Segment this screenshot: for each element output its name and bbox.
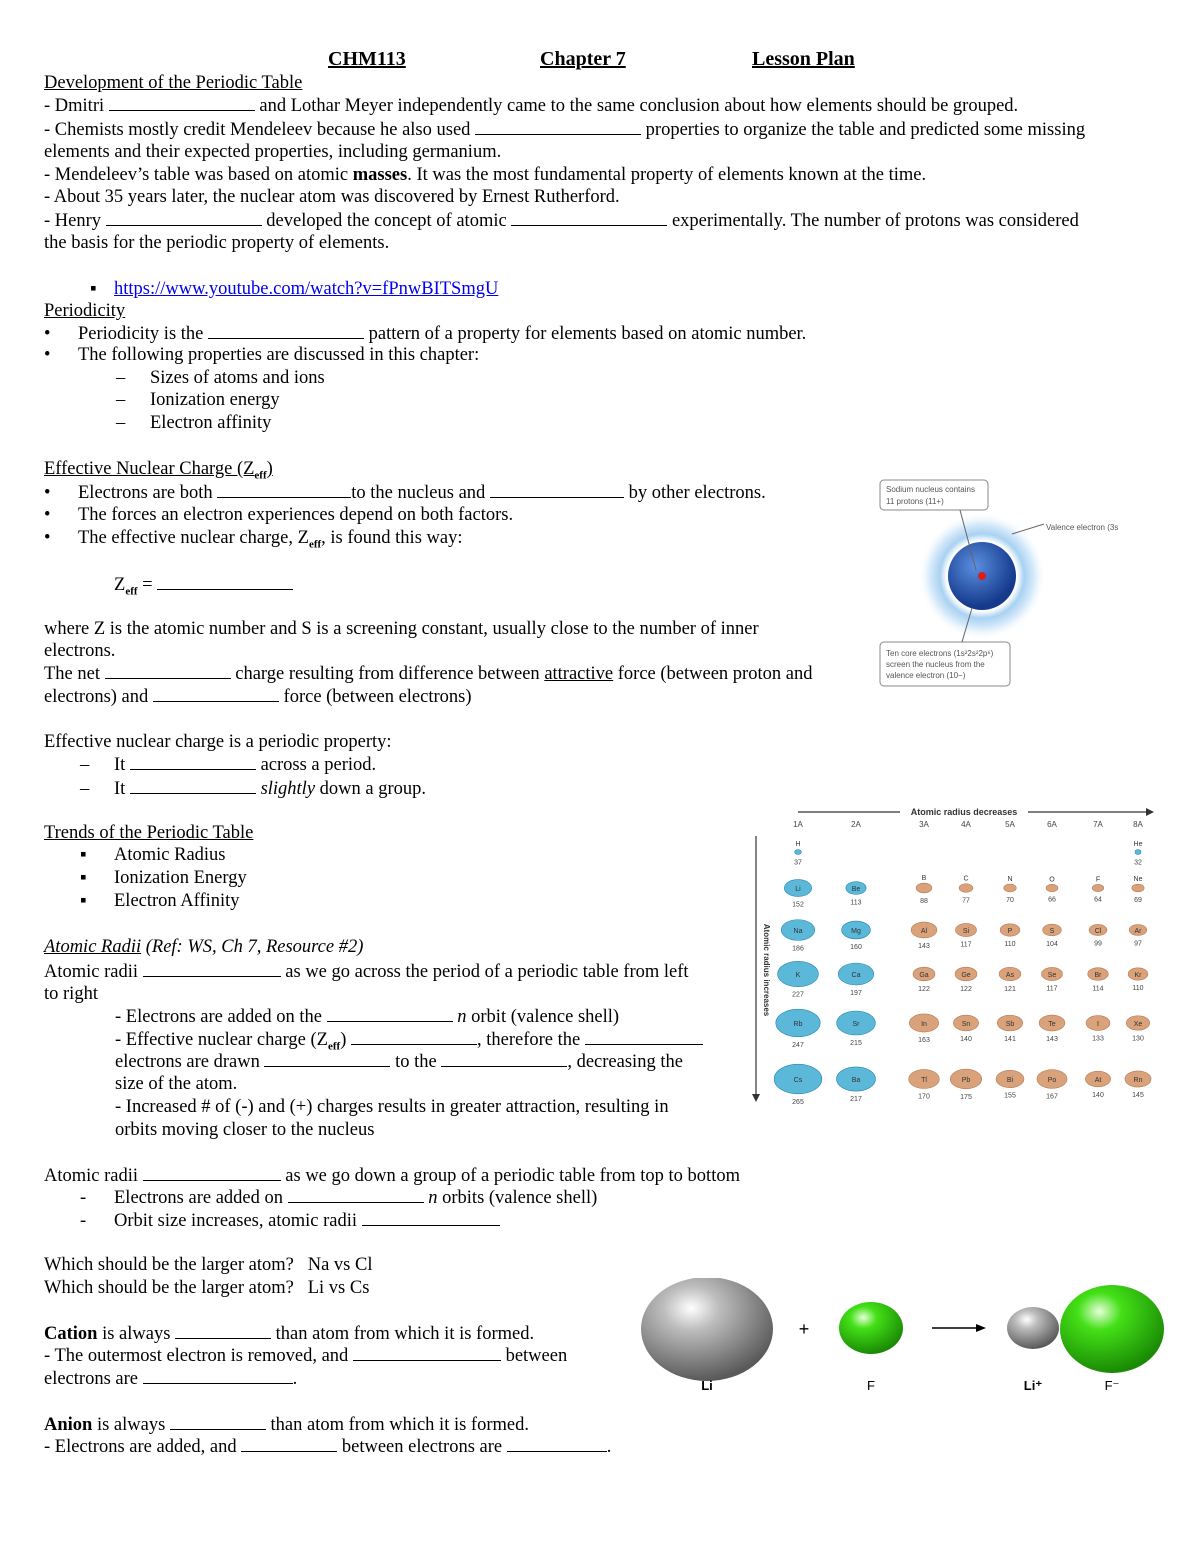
text: than atom from which it is formed. xyxy=(275,1324,535,1344)
zeff-where-2: electrons. xyxy=(44,641,116,661)
zeff-equation xyxy=(114,573,293,603)
dev-line-7: the basis for the periodic property of elements. xyxy=(44,233,390,253)
radius-value: 110 xyxy=(1132,985,1144,993)
chapter-title: Chapter 7 xyxy=(540,48,626,70)
bullet: ▪ xyxy=(90,279,97,299)
text: n xyxy=(457,1007,467,1027)
atom-sphere xyxy=(1004,884,1017,892)
dev-line-1 xyxy=(44,94,1018,117)
element-symbol: Ne xyxy=(1133,876,1143,884)
atom-sphere xyxy=(1092,884,1104,891)
text: electrons are drawn xyxy=(115,1052,260,1072)
answer-blank[interactable] xyxy=(353,1344,501,1361)
text: slightly xyxy=(260,779,316,799)
text: . It was the most fundamental property of elements known at the time. xyxy=(407,165,927,185)
element-symbol: Cl xyxy=(1094,928,1102,935)
trend-item xyxy=(80,867,247,889)
answer-blank[interactable] xyxy=(157,573,293,590)
subscript: eff xyxy=(308,538,322,551)
text: as we go down a group of a periodic table from top to bottom xyxy=(285,1166,740,1186)
answer-blank[interactable] xyxy=(143,1367,293,1384)
text: attractive xyxy=(544,664,614,684)
text: , decreasing the xyxy=(567,1052,683,1072)
answer-blank[interactable] xyxy=(217,481,351,498)
zeff-bullet-1 xyxy=(44,481,766,504)
text: by other electrons. xyxy=(628,483,766,503)
text: electrons are xyxy=(44,1369,138,1389)
radius-value: 265 xyxy=(792,1098,804,1106)
f-ion-label: F⁻ xyxy=(1104,1378,1120,1393)
bullet: ▪ xyxy=(80,891,87,911)
element-symbol: Ge xyxy=(961,972,971,979)
radius-value: 122 xyxy=(918,985,930,993)
dash: – xyxy=(80,755,90,775)
text: Electrons are both xyxy=(78,483,213,503)
radii-sub-4: size of the atom. xyxy=(115,1074,238,1094)
video-link[interactable]: https://www.youtube.com/watch?v=fPnwBITSmgU xyxy=(114,279,499,299)
text: ) xyxy=(340,1030,347,1050)
question-1: Which should be the larger atom? Na vs Cl xyxy=(44,1255,373,1275)
group-header: 7A xyxy=(1093,820,1103,829)
radius-value: 77 xyxy=(962,897,970,905)
bullet: • xyxy=(44,483,51,503)
section-heading-development: Development of the Periodic Table xyxy=(44,73,303,93)
element-symbol: N xyxy=(1007,876,1013,884)
text: n xyxy=(428,1188,438,1208)
text: Atomic radii xyxy=(44,962,139,982)
text: than atom from which it is formed. xyxy=(270,1415,529,1435)
group-headers xyxy=(793,820,1143,829)
li-label: Li xyxy=(701,1378,713,1393)
periodicity-bullet-2 xyxy=(44,344,479,366)
text: , is found this way: xyxy=(321,528,463,548)
arrow-head-icon xyxy=(1146,808,1154,816)
group-header: 6A xyxy=(1047,820,1057,829)
text: down a group. xyxy=(315,779,427,799)
radius-value: 160 xyxy=(850,943,862,951)
radius-value: 167 xyxy=(1046,1093,1058,1101)
element-symbol: B xyxy=(921,875,927,883)
radius-value: 247 xyxy=(792,1041,804,1049)
radius-value: 97 xyxy=(1134,940,1142,948)
text: , therefore the xyxy=(476,1030,581,1050)
group-header: 4A xyxy=(961,820,971,829)
text: Atomic Radius xyxy=(114,845,226,865)
element-symbol: F xyxy=(1095,876,1101,884)
answer-blank[interactable] xyxy=(288,1186,424,1203)
dev-line-6 xyxy=(44,209,1079,232)
bullet: ▪ xyxy=(80,845,87,865)
element-symbol: H xyxy=(795,841,801,848)
radii-sub-1 xyxy=(115,1005,619,1028)
text: Ionization Energy xyxy=(114,868,247,888)
atom-sphere xyxy=(795,850,802,855)
element-symbol: Br xyxy=(1094,972,1102,979)
radius-value: 32 xyxy=(1134,859,1142,867)
radius-value: 140 xyxy=(1092,1091,1104,1099)
text: The net xyxy=(44,664,100,684)
element-symbol: I xyxy=(1097,1021,1099,1028)
answer-blank[interactable] xyxy=(106,209,262,226)
text: across a period. xyxy=(260,755,377,775)
answer-blank[interactable] xyxy=(490,481,624,498)
radius-value: 117 xyxy=(960,941,972,949)
anion-line-1 xyxy=(44,1413,529,1436)
term: Anion xyxy=(44,1415,93,1435)
dash: - xyxy=(80,1211,87,1231)
atom-sphere xyxy=(916,883,932,893)
radii-line-2: to right xyxy=(44,984,98,1004)
periodicity-sub-3 xyxy=(116,412,271,434)
text: as we go across the period of a periodic table from left xyxy=(285,962,689,982)
radius-value: 114 xyxy=(1092,985,1104,993)
callout-text: screen the nucleus from the xyxy=(886,660,985,669)
element-symbol: Po xyxy=(1047,1077,1057,1084)
radius-decrease-label: Atomic radius decreases xyxy=(910,807,1018,817)
element-symbol: Ba xyxy=(851,1077,861,1084)
f-label: F xyxy=(867,1378,875,1393)
radius-value: 130 xyxy=(1132,1035,1144,1043)
text: Periodicity is the xyxy=(78,324,204,344)
text: ) xyxy=(266,459,273,479)
radius-value: 121 xyxy=(1004,985,1016,993)
radii-down-3 xyxy=(80,1209,500,1232)
section-heading-trends: Trends of the Periodic Table xyxy=(44,823,254,843)
zeff-group-line xyxy=(80,777,426,800)
text: It xyxy=(114,779,126,799)
answer-blank[interactable] xyxy=(264,1050,390,1067)
periodicity-sub-1 xyxy=(116,367,325,389)
answer-blank[interactable] xyxy=(105,662,231,679)
element-symbol: Al xyxy=(920,928,928,935)
bullet: • xyxy=(44,345,51,365)
text: between xyxy=(505,1346,568,1366)
text: Electron Affinity xyxy=(114,891,240,911)
subscript: eff xyxy=(327,1040,341,1053)
element-symbol: Kr xyxy=(1134,972,1142,979)
dash: – xyxy=(116,413,126,433)
answer-blank[interactable] xyxy=(143,1164,281,1181)
bullet: • xyxy=(44,324,51,344)
atom-sphere xyxy=(1132,884,1144,892)
radius-value: 143 xyxy=(1046,1035,1058,1043)
bullet: • xyxy=(44,528,51,548)
element-symbol: Cs xyxy=(793,1077,803,1084)
radius-value: 215 xyxy=(850,1039,862,1047)
nucleus xyxy=(978,572,986,580)
periodicity-sub-2 xyxy=(116,389,280,411)
text: is always xyxy=(92,1415,166,1435)
text: Orbit size increases, atomic radii xyxy=(114,1211,357,1231)
radius-increase-label: Atomic radius increases xyxy=(762,923,771,1017)
group-header: 3A xyxy=(919,820,929,829)
text: Sizes of atoms and ions xyxy=(150,368,325,388)
subscript: eff xyxy=(125,585,138,598)
atom-grid xyxy=(774,841,1151,1106)
lithium-atom xyxy=(641,1278,773,1381)
text: Electrons are added on xyxy=(114,1188,283,1208)
text: - Electrons are added on the xyxy=(115,1007,323,1027)
radius-value: 170 xyxy=(918,1093,930,1101)
element-symbol: S xyxy=(1049,928,1055,935)
text: - Chemists mostly credit Mendeleev because he also used xyxy=(44,120,471,140)
text: - The outermost electron is removed, and xyxy=(44,1346,349,1366)
question-2: Which should be the larger atom? Li vs Cs xyxy=(44,1278,370,1298)
element-symbol: Be xyxy=(851,886,861,893)
text: orbits (valence shell) xyxy=(437,1188,598,1208)
element-symbol: Si xyxy=(962,928,970,935)
element-symbol: C xyxy=(963,875,969,883)
element-symbol: Mg xyxy=(851,928,861,935)
atom-sphere xyxy=(1046,884,1058,891)
text: The effective nuclear charge, Z xyxy=(78,528,309,548)
zeff-periodic: Effective nuclear charge is a periodic property: xyxy=(44,732,392,752)
element-symbol: Rn xyxy=(1133,1077,1143,1084)
zeff-net-2 xyxy=(44,685,472,708)
text: Ionization energy xyxy=(150,390,280,410)
text: . xyxy=(606,1437,612,1457)
callout-text: valence electron (10−) xyxy=(886,671,966,680)
radius-value: 197 xyxy=(850,989,862,997)
radius-value: 133 xyxy=(1092,1035,1104,1043)
dash: – xyxy=(116,368,126,388)
radius-value: 99 xyxy=(1094,940,1102,948)
periodicity-bullet-1 xyxy=(44,322,806,345)
group-header: 2A xyxy=(851,820,861,829)
answer-blank[interactable] xyxy=(175,1322,271,1339)
answer-blank[interactable] xyxy=(170,1413,266,1430)
text: (Ref: WS, Ch 7, Resource #2) xyxy=(141,937,364,957)
section-heading-radii xyxy=(44,936,363,958)
text: - Effective nuclear charge (Z xyxy=(115,1030,328,1050)
element-symbol: In xyxy=(921,1021,927,1028)
text: force (between electrons) xyxy=(283,687,472,707)
arrow-head-icon xyxy=(752,1094,760,1102)
answer-blank[interactable] xyxy=(585,1028,703,1045)
radius-value: 110 xyxy=(1004,941,1016,949)
element-symbol: O xyxy=(1049,876,1055,884)
sodium-atom-figure xyxy=(872,474,1142,692)
radius-value: 227 xyxy=(792,991,804,999)
radius-value: 155 xyxy=(1004,1092,1016,1100)
radii-down-1 xyxy=(44,1164,740,1187)
callout-text: 11 protons (11+) xyxy=(886,497,944,506)
element-symbol: Na xyxy=(793,928,803,935)
zeff-bullet-2 xyxy=(44,504,513,526)
element-symbol: Tl xyxy=(921,1077,927,1084)
group-header: 8A xyxy=(1133,820,1143,829)
dev-line-4 xyxy=(44,164,926,186)
text: = xyxy=(137,575,153,595)
text: - Mendeleev’s table was based on atomic xyxy=(44,165,353,185)
text: Atomic radii xyxy=(44,1166,139,1186)
text: properties to organize the table and predicted some missing xyxy=(645,120,1086,140)
element-symbol: Sr xyxy=(852,1021,860,1028)
radius-value: 145 xyxy=(1132,1092,1144,1100)
radius-value: 217 xyxy=(850,1096,862,1104)
text: The following properties are discussed in this chapter: xyxy=(78,345,480,365)
answer-blank[interactable] xyxy=(362,1209,500,1226)
radius-value: 163 xyxy=(918,1037,930,1045)
element-symbol: P xyxy=(1007,928,1013,935)
text: pattern of a property for elements based on atomic number. xyxy=(368,324,807,344)
answer-blank[interactable] xyxy=(327,1005,453,1022)
plus-sign: + xyxy=(798,1319,810,1339)
answer-blank[interactable] xyxy=(208,322,364,339)
subscript: eff xyxy=(254,469,267,482)
element-symbol: Xe xyxy=(1133,1021,1143,1028)
text: Effective Nuclear Charge (Z xyxy=(44,459,255,479)
text: electrons) and xyxy=(44,687,149,707)
text: The forces an electron experiences depend on both factors. xyxy=(78,505,514,525)
zeff-period-line xyxy=(80,753,376,776)
dash: – xyxy=(116,390,126,410)
anion-line-2 xyxy=(44,1435,611,1458)
radii-line-1 xyxy=(44,960,689,983)
text: Electron affinity xyxy=(150,413,272,433)
text: - Dmitri xyxy=(44,96,105,116)
answer-blank[interactable] xyxy=(441,1050,567,1067)
text: . xyxy=(292,1369,298,1389)
radius-value: 64 xyxy=(1094,896,1102,904)
answer-blank[interactable] xyxy=(507,1435,607,1452)
dev-line-5: - About 35 years later, the nuclear atom was discovered by Ernest Rutherford. xyxy=(44,187,620,207)
answer-blank[interactable] xyxy=(241,1435,337,1452)
dash: - xyxy=(80,1188,87,1208)
fluoride-ion xyxy=(1060,1285,1164,1373)
li-ion-label: Li⁺ xyxy=(1023,1378,1043,1393)
radius-value: 143 xyxy=(918,942,930,950)
element-symbol: Bi xyxy=(1006,1077,1014,1084)
radius-value: 88 xyxy=(920,897,928,905)
lithium-ion xyxy=(1007,1307,1059,1349)
text: to the nucleus and xyxy=(351,483,486,503)
text: - Henry xyxy=(44,211,102,231)
section-heading-periodicity: Periodicity xyxy=(44,301,126,321)
text: - Electrons are added, and xyxy=(44,1437,237,1457)
text: developed the concept of atomic xyxy=(266,211,507,231)
radius-value: 140 xyxy=(960,1035,972,1043)
text: Atomic Radii xyxy=(44,937,142,957)
radii-sub-6: orbits moving closer to the nucleus xyxy=(115,1120,375,1140)
text: experimentally. The number of protons was considered xyxy=(671,211,1079,231)
radius-value: 37 xyxy=(794,859,802,867)
radius-value: 66 xyxy=(1048,896,1056,904)
element-symbol: Li xyxy=(795,886,801,893)
answer-blank[interactable] xyxy=(130,777,256,794)
trend-item xyxy=(80,890,240,912)
element-symbol: Pb xyxy=(961,1077,971,1084)
text: orbit (valence shell) xyxy=(466,1007,620,1027)
radii-down-2 xyxy=(80,1186,597,1209)
element-symbol: Se xyxy=(1047,972,1057,979)
group-header: 5A xyxy=(1005,820,1015,829)
answer-blank[interactable] xyxy=(130,753,256,770)
radius-value: 141 xyxy=(1004,1035,1016,1043)
element-symbol: Ar xyxy=(1134,928,1142,935)
element-symbol: As xyxy=(1005,972,1015,979)
answer-blank[interactable] xyxy=(511,209,667,226)
cation-line-1 xyxy=(44,1322,534,1345)
term: Cation xyxy=(44,1324,98,1344)
trend-item xyxy=(80,844,226,866)
text: charge resulting from difference between xyxy=(235,664,540,684)
dev-line-3: elements and their expected properties, including germanium. xyxy=(44,142,502,162)
radius-value: 69 xyxy=(1134,896,1142,904)
fluorine-atom xyxy=(839,1302,903,1354)
radius-value: 186 xyxy=(792,945,804,953)
callout-text: Ten core electrons (1s²2s²2p⁶) xyxy=(886,649,994,658)
radius-value: 175 xyxy=(960,1093,972,1101)
element-symbol: Ca xyxy=(851,972,861,979)
radius-value: 113 xyxy=(850,899,862,907)
element-symbol: At xyxy=(1094,1077,1102,1084)
radii-sub-3 xyxy=(115,1050,683,1073)
text: and Lothar Meyer independently came to the same conclusion about how elements should be grouped. xyxy=(259,96,1019,116)
doc-title: Lesson Plan xyxy=(752,48,855,70)
radii-sub-5: - Increased # of (-) and (+) charges results in greater attraction, resulting in xyxy=(115,1097,669,1117)
atom-sphere xyxy=(1135,850,1141,855)
bullet: ▪ xyxy=(80,868,87,888)
text: between electrons are xyxy=(341,1437,503,1457)
element-symbol: He xyxy=(1133,841,1143,848)
radius-value: 104 xyxy=(1046,940,1058,948)
course-code: CHM113 xyxy=(328,48,406,70)
text: It xyxy=(114,755,126,775)
text: force (between proton and xyxy=(617,664,813,684)
zeff-bullet-3 xyxy=(44,527,463,556)
answer-blank[interactable] xyxy=(351,1028,477,1045)
atom-sphere xyxy=(959,884,973,893)
radius-value: 122 xyxy=(960,985,972,993)
element-symbol: Sn xyxy=(961,1021,971,1028)
atomic-radii-figure xyxy=(750,800,1160,1106)
answer-blank[interactable] xyxy=(109,94,255,111)
cation-line-2 xyxy=(44,1344,567,1367)
radius-value: 152 xyxy=(792,901,804,909)
bullet: • xyxy=(44,505,51,525)
element-symbol: Te xyxy=(1048,1021,1056,1028)
video-link-item xyxy=(90,278,498,300)
element-symbol: Rb xyxy=(793,1021,803,1028)
emphasis: masses xyxy=(352,165,408,185)
zeff-net-1 xyxy=(44,662,812,685)
callout-text: Sodium nucleus contains xyxy=(886,485,975,494)
zeff-where-1: where Z is the atomic number and S is a screening constant, usually close to the number of inner xyxy=(44,619,759,639)
text: Z xyxy=(114,575,126,595)
element-symbol: K xyxy=(795,972,801,979)
answer-blank[interactable] xyxy=(475,118,641,135)
text: to the xyxy=(395,1052,437,1072)
text: is always xyxy=(97,1324,171,1344)
element-symbol: Sb xyxy=(1005,1021,1015,1028)
dev-line-2 xyxy=(44,118,1085,141)
radius-value: 70 xyxy=(1006,896,1014,904)
cation-line-3 xyxy=(44,1367,297,1390)
answer-blank[interactable] xyxy=(153,685,279,702)
arrow-head-icon xyxy=(976,1324,986,1332)
group-header: 1A xyxy=(793,820,803,829)
dash: – xyxy=(80,779,90,799)
radius-value: 117 xyxy=(1046,985,1058,993)
valence-label: Valence electron (3s xyxy=(1046,523,1119,532)
lif-reaction-figure xyxy=(630,1278,1170,1398)
answer-blank[interactable] xyxy=(143,960,281,977)
element-symbol: Ga xyxy=(919,972,929,979)
